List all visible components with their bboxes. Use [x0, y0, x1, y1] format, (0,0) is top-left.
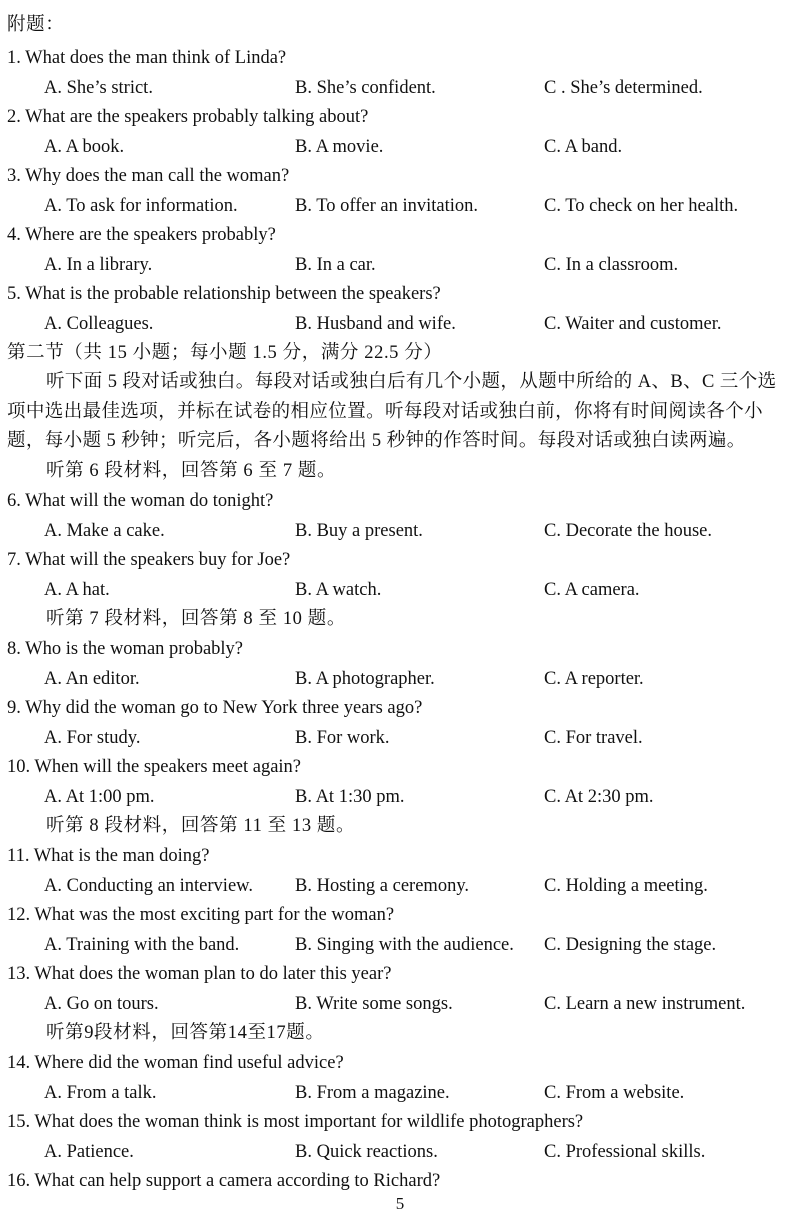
options-row — [0, 575, 800, 605]
options-row — [0, 132, 800, 162]
option-b: B. She’s confident. — [295, 78, 436, 98]
options-row — [0, 191, 800, 221]
option-c: C. Waiter and customer. — [544, 314, 722, 334]
options-row — [0, 309, 800, 339]
option-b: B. A watch. — [295, 580, 382, 600]
question-text: 4. Where are the speakers probably? — [7, 225, 276, 245]
option-c: C. To check on her health. — [544, 196, 739, 216]
material-instruction: 听第9段材料，回答第14至17题。 — [46, 1023, 325, 1043]
question-text: 2. What are the speakers probably talking about? — [7, 107, 369, 127]
option-c: C. In a classroom. — [544, 255, 679, 275]
options-row — [0, 782, 800, 812]
option-c: C. From a website. — [544, 1083, 685, 1103]
option-a: A. She’s strict. — [44, 78, 153, 98]
option-a: A. At 1:00 pm. — [44, 787, 155, 807]
option-b: B. From a magazine. — [295, 1083, 450, 1103]
option-b: B. Husband and wife. — [295, 314, 456, 334]
option-a: A. To ask for information. — [44, 196, 238, 216]
option-c: C. Professional skills. — [544, 1142, 706, 1162]
page-number: 5 — [395, 1194, 405, 1213]
option-c: C . She’s determined. — [544, 78, 703, 98]
question-text: 1. What does the man think of Linda? — [7, 48, 287, 68]
option-c: C. A camera. — [544, 580, 640, 600]
question-text: 6. What will the woman do tonight? — [7, 491, 274, 511]
option-a: A. From a talk. — [44, 1083, 157, 1103]
option-b: B. Quick reactions. — [295, 1142, 438, 1162]
option-a: A. A hat. — [44, 580, 110, 600]
section-heading: 第二节（共 15 小题；每小题 1.5 分，满分 22.5 分） — [7, 343, 443, 363]
option-b: B. To offer an invitation. — [295, 196, 478, 216]
option-a: A. Go on tours. — [44, 994, 159, 1014]
option-b: B. Hosting a ceremony. — [295, 876, 469, 896]
option-b: B. At 1:30 pm. — [295, 787, 405, 807]
options-row — [0, 664, 800, 694]
option-c: C. Designing the stage. — [544, 935, 717, 955]
options-row — [0, 1137, 800, 1167]
section-instructions: 听下面 5 段对话或独白。每段对话或独白后有几个小题，从题中所给的 A、B、C 三个选项中选出最佳选项，并标在试卷的相应位置。听每段对话或独白前，你将有时间阅读各个小题，每小题 5 秒钟；听完后，各小题将给出 5 秒钟的作答时间。每段对话或独白读两遍。 — [7, 372, 777, 451]
option-a: A. Patience. — [44, 1142, 134, 1162]
question-text: 15. What does the woman think is most important for wildlife photographers? — [7, 1112, 584, 1132]
question-text: 13. What does the woman plan to do later this year? — [7, 964, 392, 984]
question-text: 5. What is the probable relationship between the speakers? — [7, 284, 441, 304]
option-a: A. Make a cake. — [44, 521, 165, 541]
options-row — [0, 250, 800, 280]
material-instruction: 听第 8 段材料，回答第 11 至 13 题。 — [46, 816, 356, 836]
option-c: C. Holding a meeting. — [544, 876, 708, 896]
question-text: 9. Why did the woman go to New York three years ago? — [7, 698, 423, 718]
question-text: 14. Where did the woman find useful advice? — [7, 1053, 344, 1073]
material-instruction: 听第 6 段材料，回答第 6 至 7 题。 — [46, 461, 337, 481]
question-text: 11. What is the man doing? — [7, 846, 210, 866]
options-row — [0, 723, 800, 753]
options-row — [0, 516, 800, 546]
option-b: B. Write some songs. — [295, 994, 453, 1014]
option-b: B. Singing with the audience. — [295, 935, 514, 955]
option-c: C. A reporter. — [544, 669, 644, 689]
options-row — [0, 989, 800, 1019]
question-text: 7. What will the speakers buy for Joe? — [7, 550, 291, 570]
option-b: B. A movie. — [295, 137, 384, 157]
question-text: 12. What was the most exciting part for the woman? — [7, 905, 395, 925]
option-a: A. A book. — [44, 137, 125, 157]
option-b: B. A photographer. — [295, 669, 435, 689]
option-c: C. At 2:30 pm. — [544, 787, 654, 807]
options-row — [0, 930, 800, 960]
option-b: B. For work. — [295, 728, 390, 748]
option-c: C. For travel. — [544, 728, 643, 748]
options-row — [0, 871, 800, 901]
options-row — [0, 1078, 800, 1108]
option-b: B. In a car. — [295, 255, 376, 275]
option-a: A. An editor. — [44, 669, 140, 689]
question-text: 3. Why does the man call the woman? — [7, 166, 290, 186]
option-c: C. Learn a new instrument. — [544, 994, 746, 1014]
option-a: A. For study. — [44, 728, 141, 748]
material-instruction: 听第 7 段材料，回答第 8 至 10 题。 — [46, 609, 346, 629]
question-text: 10. When will the speakers meet again? — [7, 757, 302, 777]
question-text: 8. Who is the woman probably? — [7, 639, 244, 659]
options-row — [0, 73, 800, 103]
option-a: A. Colleagues. — [44, 314, 154, 334]
option-c: C. A band. — [544, 137, 623, 157]
question-text: 16. What can help support a camera according to Richard? — [7, 1171, 441, 1191]
page-title: 附题： — [7, 15, 65, 35]
option-c: C. Decorate the house. — [544, 521, 712, 541]
option-a: A. Conducting an interview. — [44, 876, 253, 896]
option-a: A. In a library. — [44, 255, 153, 275]
option-b: B. Buy a present. — [295, 521, 423, 541]
option-a: A. Training with the band. — [44, 935, 240, 955]
